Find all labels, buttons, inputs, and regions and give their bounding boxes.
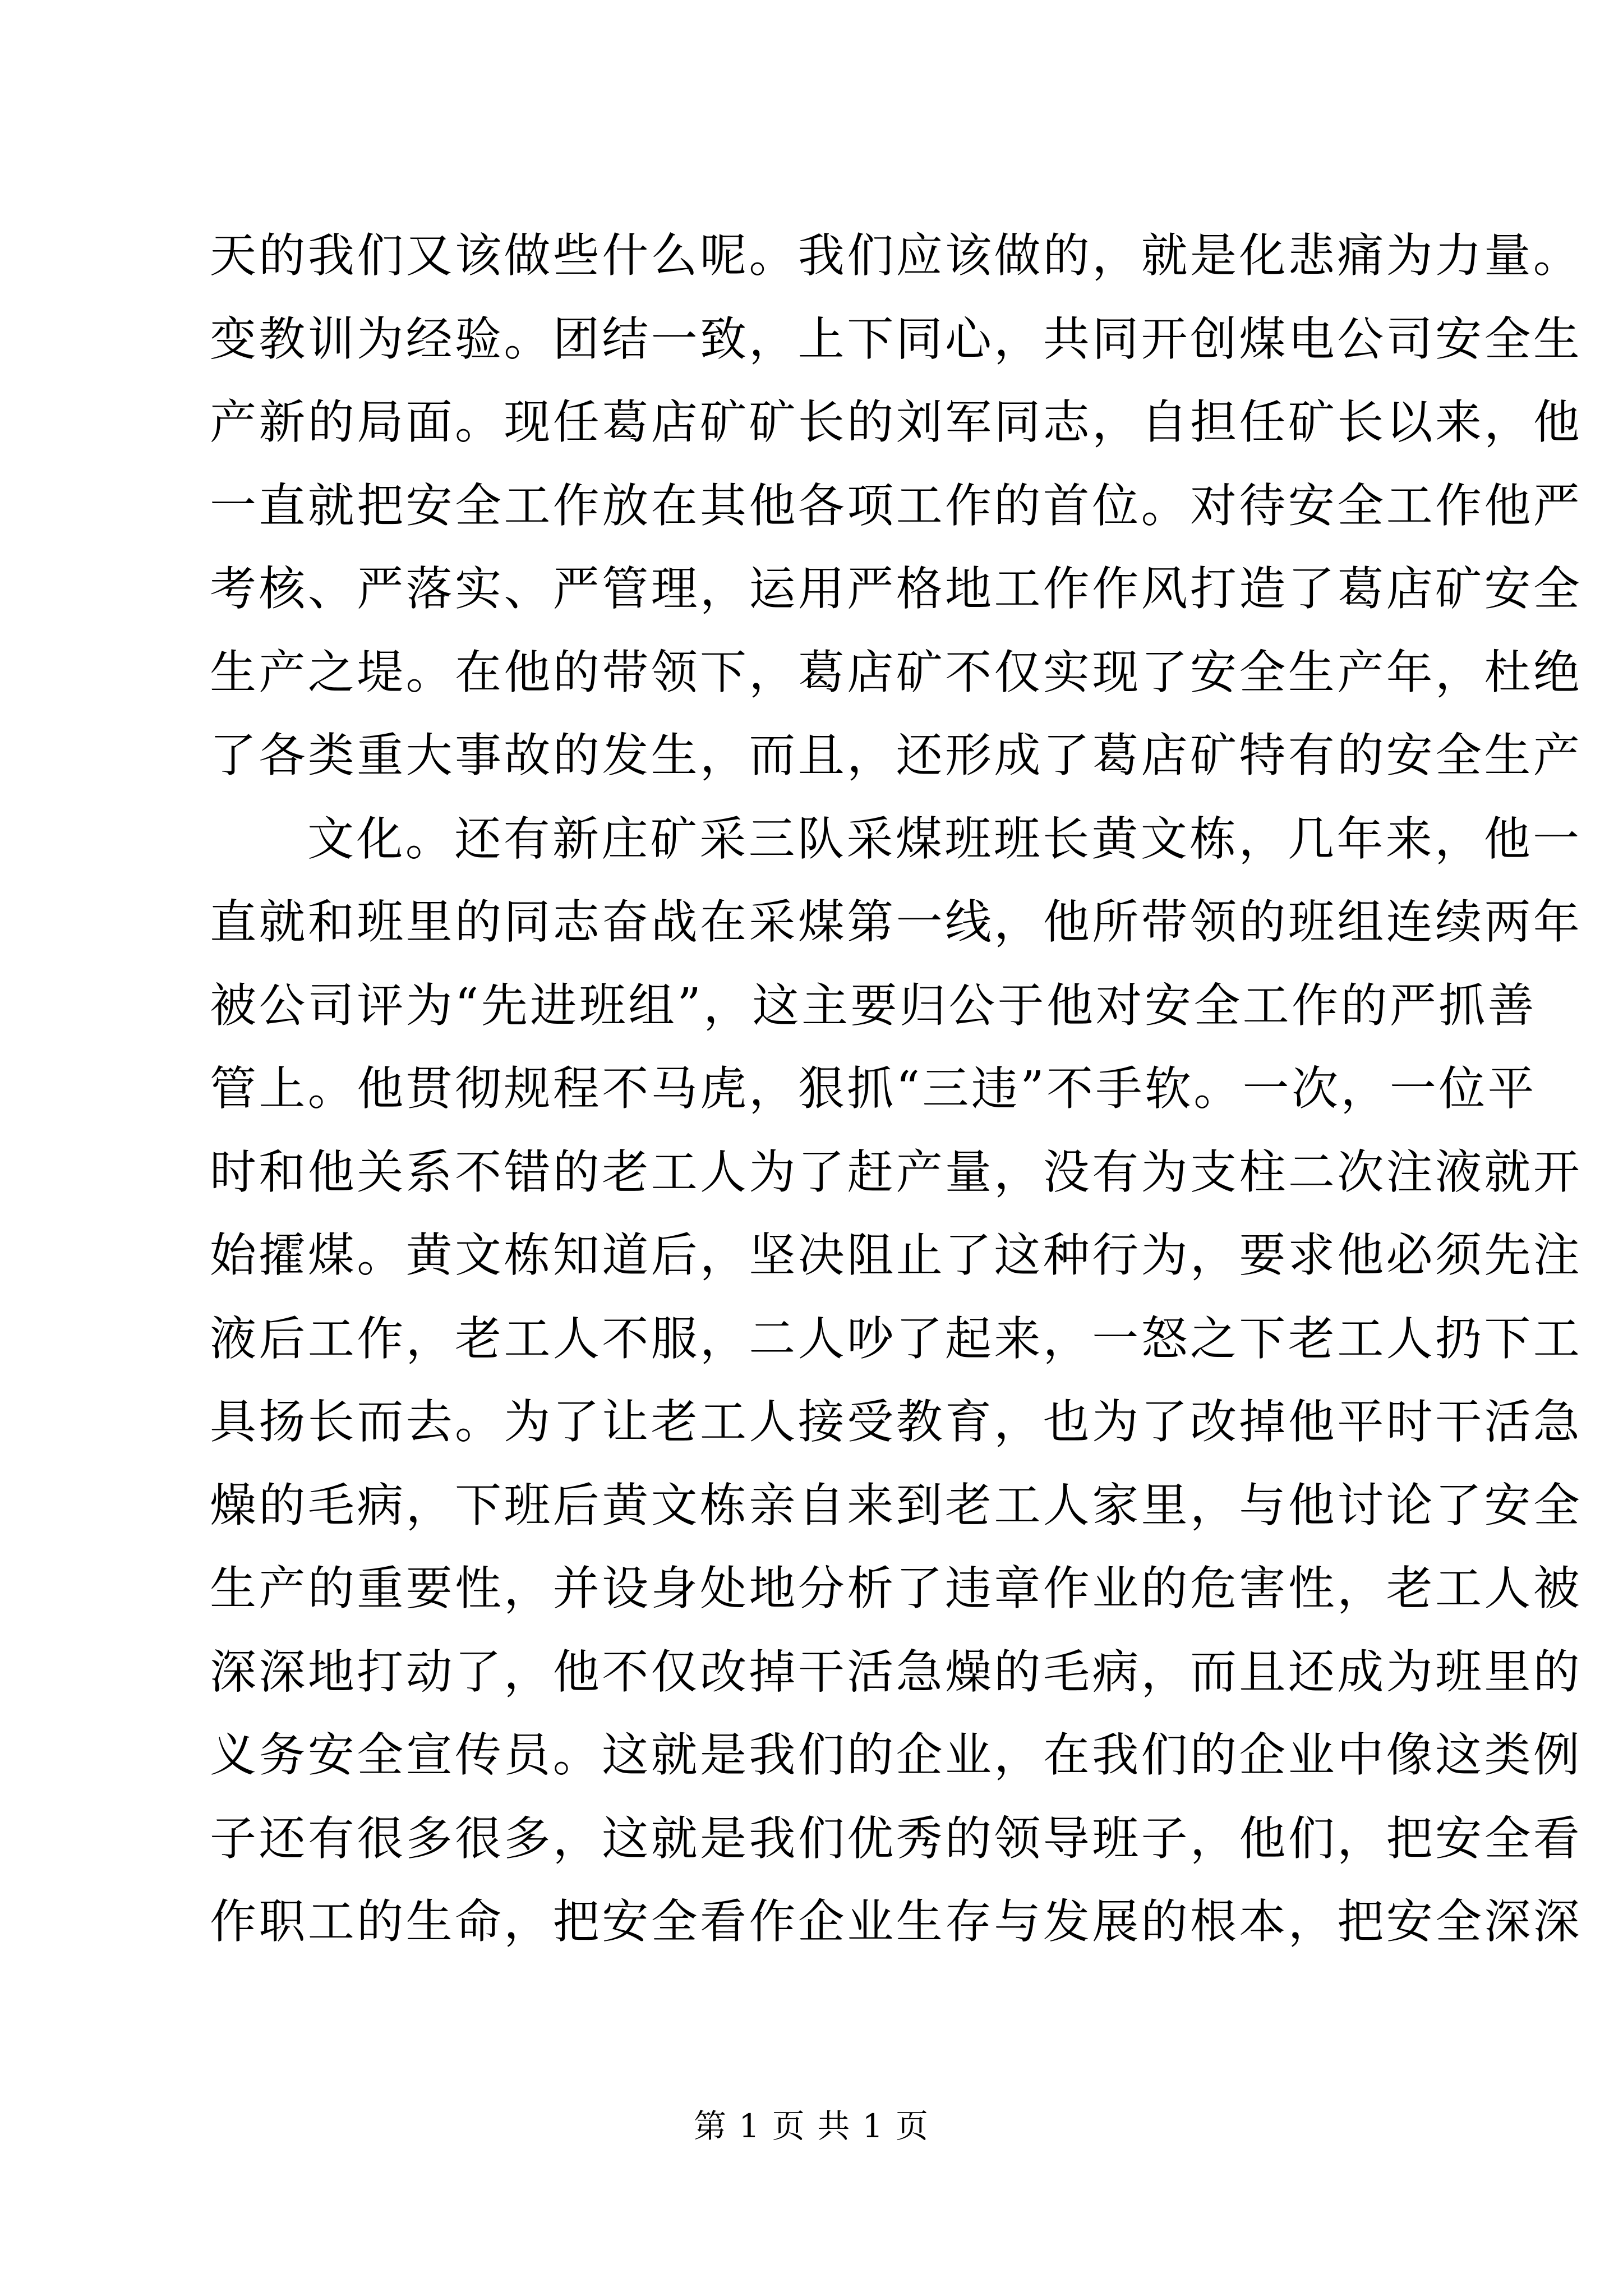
- text-line: 管上。他贯彻规程不马虎，狠抓“三违”不手软。一次，一位平: [210, 1061, 1537, 1116]
- text-line: 子还有很多很多，这就是我们优秀的领导班子，他们，把安全看: [210, 1811, 1583, 1866]
- text-line: 了各类重大事故的发生，而且，还形成了葛店矿特有的安全生产: [210, 728, 1583, 783]
- text-line: 一直就把安全工作放在其他各项工作的首位。对待安全工作他严: [210, 478, 1583, 533]
- page-footer: [0, 2104, 1623, 2148]
- page-number-label: 第 1 页 共 1 页: [694, 2107, 929, 2145]
- text-line: 直就和班里的同志奋战在采煤第一线，他所带领的班组连续两年: [210, 895, 1583, 949]
- text-line: 生产的重要性，并设身处地分析了违章作业的危害性，老工人被: [210, 1561, 1583, 1616]
- text-line-indented: 文化。还有新庄矿采三队采煤班班长黄文栋，几年来，他一: [307, 811, 1582, 866]
- text-line: 作职工的生命，把安全看作企业生存与发展的根本，把安全深深: [210, 1894, 1583, 1949]
- text-line: 燥的毛病，下班后黄文栋亲自来到老工人家里，与他讨论了安全: [210, 1478, 1583, 1533]
- text-line: 始攉煤。黄文栋知道后，坚决阻止了这种行为，要求他必须先注: [210, 1228, 1583, 1282]
- text-line: 具扬长而去。为了让老工人接受教育，也为了改掉他平时干活急: [210, 1395, 1583, 1449]
- text-line: 被公司评为“先进班组”，这主要归公于他对安全工作的严抓善: [210, 978, 1537, 1033]
- text-line: 变教训为经验。团结一致，上下同心，共同开创煤电公司安全生: [210, 311, 1583, 366]
- body-text: [210, 214, 1583, 1964]
- text-line: 时和他关系不错的老工人为了赶产量，没有为支柱二次注液就开: [210, 1144, 1583, 1199]
- text-line: 液后工作，老工人不服，二人吵了起来，一怒之下老工人扔下工: [210, 1311, 1583, 1366]
- text-line: 产新的局面。现任葛店矿矿长的刘军同志，自担任矿长以来，他: [210, 395, 1583, 449]
- text-line: 生产之堤。在他的带领下，葛店矿不仅实现了安全生产年，杜绝: [210, 645, 1583, 700]
- text-line: 天的我们又该做些什么呢。我们应该做的，就是化悲痛为力量。: [210, 228, 1583, 283]
- text-line: 义务安全宣传员。这就是我们的企业，在我们的企业中像这类例: [210, 1728, 1583, 1782]
- text-line: 深深地打动了，他不仅改掉干活急燥的毛病，而且还成为班里的: [210, 1644, 1583, 1699]
- text-line: 考核、严落实、严管理，运用严格地工作作风打造了葛店矿安全: [210, 562, 1583, 616]
